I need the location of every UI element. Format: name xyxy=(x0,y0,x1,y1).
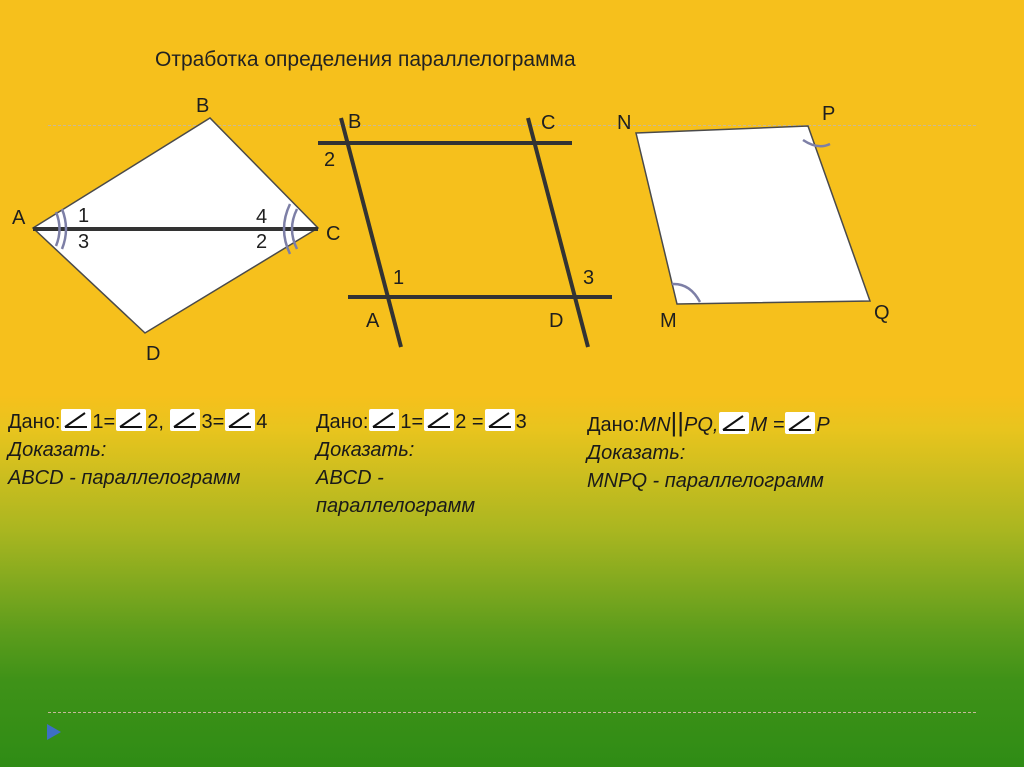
angle-icon xyxy=(116,409,146,431)
vertex-label-m: M xyxy=(660,310,677,332)
given-label: Дано: xyxy=(587,414,640,436)
angle-icon xyxy=(369,409,399,431)
angle-label-3b: 3 xyxy=(583,267,595,289)
angle-icon xyxy=(225,409,255,431)
given-mn: MN xyxy=(639,414,671,436)
conclusion-line-1: MNPQ - параллелограмм xyxy=(587,470,824,492)
vertex-label-n: N xyxy=(617,112,632,134)
vertex-label-a2: A xyxy=(366,310,380,332)
given-part: M = xyxy=(750,414,785,436)
angle-label-1: 1 xyxy=(78,205,90,227)
given-line xyxy=(8,408,267,436)
vertex-label-b: B xyxy=(196,95,210,117)
angle-icon xyxy=(424,409,454,431)
given-pq: PQ, xyxy=(684,414,719,436)
given-part: 3= xyxy=(201,411,225,433)
angle-label-2b: 2 xyxy=(324,149,336,171)
vertex-label-d: D xyxy=(146,343,161,365)
given-part: 3 xyxy=(515,411,527,433)
next-slide-arrow-icon[interactable] xyxy=(47,724,61,740)
angle-icon xyxy=(719,412,749,434)
vertex-label-p: P xyxy=(822,103,836,125)
given-part: 2 = xyxy=(455,411,484,433)
vertex-label-c2: C xyxy=(541,112,556,134)
conclusion-line-1: ABCD - параллелограмм xyxy=(8,467,241,489)
given-line xyxy=(587,408,830,439)
rhombus-shape xyxy=(33,118,318,333)
vertex-label-q: Q xyxy=(874,302,890,324)
angle-label-4: 4 xyxy=(256,206,268,228)
angle-label-3: 3 xyxy=(78,231,90,253)
figure-mnpq xyxy=(636,126,870,304)
given-part: 1= xyxy=(92,411,116,433)
parallel-sign: || xyxy=(670,407,685,437)
vertex-label-a: A xyxy=(12,207,26,229)
vertex-label-b2: B xyxy=(348,111,362,133)
given-part: P xyxy=(816,414,830,436)
prove-label: Доказать: xyxy=(587,442,686,464)
given-line xyxy=(316,408,527,436)
conclusion-line-2: параллелограмм xyxy=(316,495,476,517)
slide-title: Отработка определения параллелограмма xyxy=(155,48,576,71)
figure-abcd-lines xyxy=(318,118,612,347)
mnpq-shape xyxy=(636,126,870,304)
angle-icon xyxy=(170,409,200,431)
angle-icon xyxy=(61,409,91,431)
angle-label-1b: 1 xyxy=(393,267,405,289)
given-part: 2, xyxy=(147,411,164,433)
figure-abcd-rhombus xyxy=(33,118,318,333)
given-label: Дано: xyxy=(8,411,61,433)
given-part: 1= xyxy=(400,411,424,433)
angle-icon xyxy=(785,412,815,434)
given-label: Дано: xyxy=(316,411,369,433)
prove-label: Доказать: xyxy=(316,439,415,461)
angle-icon xyxy=(485,409,515,431)
vertex-label-c: C xyxy=(326,223,341,245)
vertex-label-d2: D xyxy=(549,310,564,332)
angle-label-2: 2 xyxy=(256,231,268,253)
conclusion-line-1: ABCD - xyxy=(316,467,384,489)
problem-1 xyxy=(8,408,267,492)
prove-label: Доказать: xyxy=(8,439,107,461)
problem-2 xyxy=(316,408,527,520)
problem-3 xyxy=(587,408,830,495)
given-part: 4 xyxy=(256,411,268,433)
